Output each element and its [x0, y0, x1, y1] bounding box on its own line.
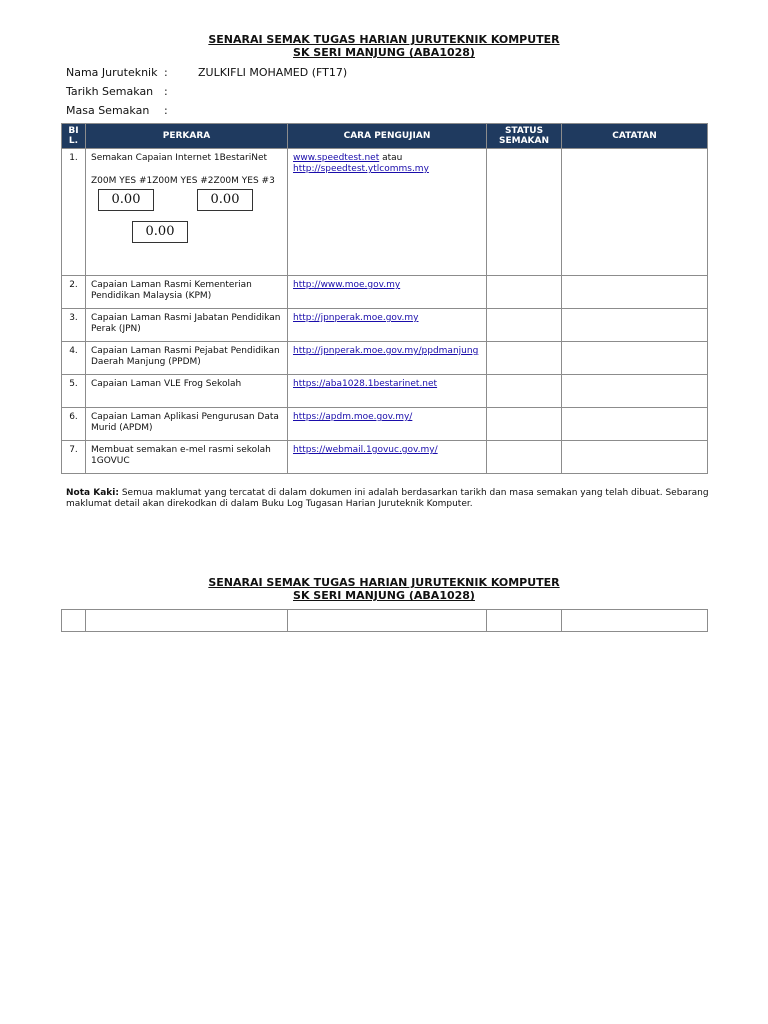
table-row — [62, 309, 708, 342]
speed-box: 0.00 — [197, 189, 253, 211]
test-link[interactable]: https://apdm.moe.gov.my/ — [293, 412, 413, 422]
link-separator: atau — [379, 153, 403, 163]
row-notes[interactable] — [562, 342, 708, 375]
meta-value: ZULKIFLI MOHAMED (FT17) — [198, 66, 348, 79]
table-row — [62, 408, 708, 441]
row-item-text: Semakan Capaian Internet 1BestariNet — [91, 153, 268, 163]
table-row — [62, 149, 708, 276]
row-number: 6. — [62, 408, 86, 441]
table-header-row — [62, 124, 708, 149]
checklist-table — [61, 123, 708, 474]
row-item: Capaian Laman Rasmi Pejabat Pendidikan Daerah Manjung (PPDM) — [86, 342, 288, 375]
row-status[interactable] — [487, 375, 562, 408]
test-link[interactable]: http://www.moe.gov.my — [293, 280, 401, 290]
meta-label: Tarikh Semakan — [66, 85, 154, 98]
row-number: 1. — [62, 149, 86, 276]
empty-cell[interactable] — [86, 610, 288, 632]
footnote — [66, 488, 716, 510]
header-catatan: CATATAN — [562, 124, 708, 149]
row-number: 3. — [62, 309, 86, 342]
table-row — [62, 375, 708, 408]
row-number: 4. — [62, 342, 86, 375]
row-status[interactable] — [487, 441, 562, 474]
table-row — [62, 610, 708, 632]
row-status[interactable] — [487, 149, 562, 276]
header-cara: CARA PENGUJIAN — [288, 124, 487, 149]
row-number: 7. — [62, 441, 86, 474]
empty-cell[interactable] — [562, 610, 708, 632]
meta-label: Masa Semakan — [66, 104, 150, 117]
table-row — [62, 342, 708, 375]
header-status: STATUS SEMAKAN — [487, 124, 562, 149]
meta-time — [66, 104, 198, 118]
test-link[interactable]: https://webmail.1govuc.gov.my/ — [293, 445, 438, 455]
meta-colon: : — [164, 85, 168, 98]
table-row — [62, 276, 708, 309]
test-link[interactable]: https://aba1028.1bestarinet.net — [293, 379, 438, 389]
row-status[interactable] — [487, 276, 562, 309]
empty-cell[interactable] — [62, 610, 86, 632]
second-document-title: SENARAI SEMAK TUGAS HARIAN JURUTEKNIK KOMPUTER — [208, 576, 560, 589]
footnote-text: Semua maklumat yang tercatat di dalam dokumen ini adalah berdasarkan tarikh dan masa semakan yang telah dibuat. Sebarang maklumat detail akan direkodkan di dalam Buku Log Tugasan Harian Juruteknik Komputer. — [66, 488, 709, 509]
meta-label: Nama Juruteknik — [66, 66, 158, 79]
row-item-subtext: Z00M YES #1Z00M YES #2Z00M YES #3 — [91, 176, 275, 186]
meta-technician — [66, 66, 347, 80]
row-notes[interactable] — [562, 276, 708, 309]
row-item: Capaian Laman VLE Frog Sekolah — [86, 375, 288, 408]
table-row — [62, 441, 708, 474]
speed-results — [91, 189, 282, 271]
row-notes[interactable] — [562, 149, 708, 276]
header-perkara: PERKARA — [86, 124, 288, 149]
test-link[interactable]: http://jpnperak.moe.gov.my/ppdmanjung — [293, 346, 479, 356]
row-method — [288, 441, 487, 474]
document-title: SENARAI SEMAK TUGAS HARIAN JURUTEKNIK KOMPUTER — [208, 33, 560, 46]
row-number: 5. — [62, 375, 86, 408]
test-link[interactable]: www.speedtest.net — [293, 153, 380, 163]
row-status[interactable] — [487, 342, 562, 375]
row-item: Capaian Laman Rasmi Jabatan Pendidikan Perak (JPN) — [86, 309, 288, 342]
row-item: Capaian Laman Rasmi Kementerian Pendidikan Malaysia (KPM) — [86, 276, 288, 309]
row-number: 2. — [62, 276, 86, 309]
row-method — [288, 408, 487, 441]
row-item — [86, 149, 288, 276]
empty-cell[interactable] — [288, 610, 487, 632]
row-item: Membuat semakan e-mel rasmi sekolah 1GOVUC — [86, 441, 288, 474]
header-bil: BI L. — [62, 124, 86, 149]
document-subtitle: SK SERI MANJUNG (ABA1028) — [293, 46, 475, 59]
second-checklist-table — [61, 609, 708, 632]
row-method — [288, 309, 487, 342]
row-item: Capaian Laman Aplikasi Pengurusan Data Murid (APDM) — [86, 408, 288, 441]
row-method — [288, 375, 487, 408]
row-status[interactable] — [487, 309, 562, 342]
row-method — [288, 342, 487, 375]
row-notes[interactable] — [562, 408, 708, 441]
second-document-subtitle: SK SERI MANJUNG (ABA1028) — [293, 589, 475, 602]
meta-colon: : — [164, 66, 168, 79]
row-notes[interactable] — [562, 375, 708, 408]
row-notes[interactable] — [562, 309, 708, 342]
test-link[interactable]: http://jpnperak.moe.gov.my — [293, 313, 419, 323]
row-status[interactable] — [487, 408, 562, 441]
row-method — [288, 149, 487, 276]
meta-date — [66, 85, 198, 99]
meta-colon: : — [164, 104, 168, 117]
speed-box: 0.00 — [132, 221, 188, 243]
empty-cell[interactable] — [487, 610, 562, 632]
row-method — [288, 276, 487, 309]
footnote-label: Nota Kaki: — [66, 488, 119, 498]
test-link[interactable]: http://speedtest.ytlcomms.my — [293, 164, 429, 174]
speed-box: 0.00 — [98, 189, 154, 211]
row-notes[interactable] — [562, 441, 708, 474]
